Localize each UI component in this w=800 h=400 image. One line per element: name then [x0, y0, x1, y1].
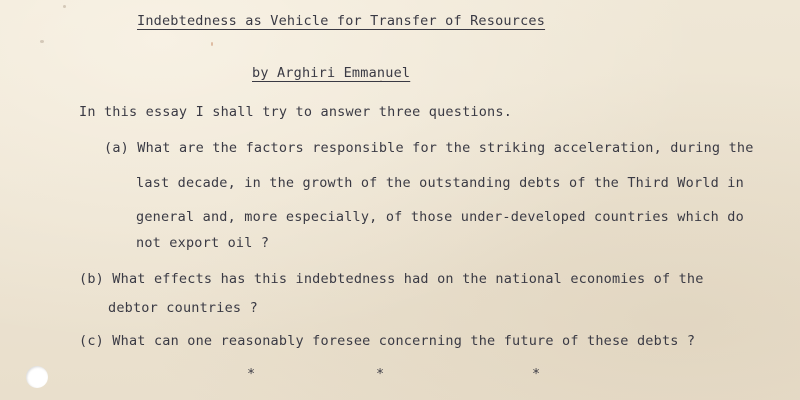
- intro-paragraph: In this essay I shall try to answer three questions.: [79, 104, 513, 120]
- paper-speck: [211, 42, 213, 46]
- separator-star: *: [376, 366, 385, 382]
- paper-speck: [40, 40, 44, 43]
- separator-star: *: [247, 366, 256, 382]
- question-b-line: (b) What effects has this indebtedness had on the national economies of the: [79, 271, 704, 287]
- paper-speck: [63, 5, 66, 8]
- punch-hole: [26, 366, 48, 388]
- document-author: by Arghiri Emmanuel: [252, 65, 411, 81]
- question-b-line: debtor countries ?: [108, 300, 258, 316]
- question-a-line: last decade, in the growth of the outstanding debts of the Third World in: [136, 175, 744, 191]
- section-separator: [0, 366, 800, 384]
- separator-star: *: [532, 366, 541, 382]
- document-title: Indebtedness as Vehicle for Transfer of Resources: [137, 13, 546, 29]
- question-a-line: (a) What are the factors responsible for the striking acceleration, during the: [104, 140, 754, 156]
- question-a-line: general and, more especially, of those under-developed countries which do: [136, 209, 744, 225]
- question-a-line: not export oil ?: [136, 235, 270, 251]
- question-c-line: (c) What can one reasonably foresee concerning the future of these debts ?: [79, 333, 696, 349]
